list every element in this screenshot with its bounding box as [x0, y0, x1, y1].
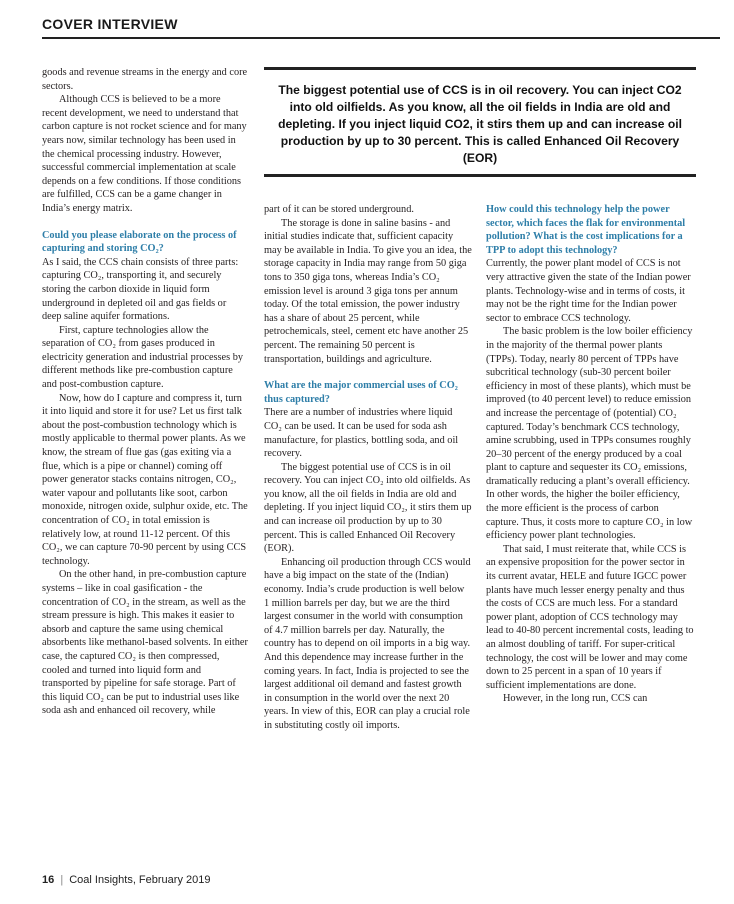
paragraph: Enhancing oil production through CCS would have a big impact on the state of the (Indian) economy. India’s crude production is well below 1 million barrels per day, but we are the third largest consumer in the world with consumption of 4.7 million barrels per day. Naturally, the country has to depend on oil imports in a big way. And this dependence may increase further in the coming years. In fact, India is projected to see the largest additional oil demand and fastest growth in consumption in the world over the next 20 years. In view of this, EOR can play a crucial role in substituting costly oil imports. — [264, 556, 471, 731]
paragraph: On the other hand, in pre-combustion capture systems – like in coal gasification - the concentration of CO₂ in the stream, as well as the stream pressure is high. This makes it easier to absorb and capture the same using chemical absorbents like methanol-based solvents. In either case, the captured CO₂ is then compressed, cooled and turned into liquid form and transported by pipeline for safe storage. Part of this liquid CO₂ can be put to industrial uses like soda ash and enhanced oil recovery, while — [42, 569, 248, 717]
paragraph: There are a number of industries where liquid CO₂ can be used. It can be used for soda ash manufacture, for plastics, bottling soda, and oil recovery. — [264, 407, 459, 460]
header-divider — [42, 37, 720, 39]
publication-name: Coal Insights, February 2019 — [69, 874, 211, 886]
paragraph: Although CCS is believed to be a more recent development, we need to understand that carbon capture is not rocket science and for many years now, similar technology has been used in the chemical processing industry. However, successful commercial implementation at scale depends on a few conditions. If those conditions are fulfilled, CCS can be a game changer in India’s energy matrix. — [42, 94, 247, 214]
column-3 — [486, 203, 694, 706]
interview-question: What are the major commercial uses of CO₂ thus captured? — [264, 380, 458, 405]
paragraph: Currently, the power plant model of CCS is not very attractive given the state of the Indian power plants. Technology-wise and in terms of costs, it may not be the right time for the Indian power sector to embrace CCS technology. — [486, 258, 691, 324]
paragraph: As I said, the CCS chain consists of three parts: capturing CO₂, transporting it, and securely storing the carbon dioxide in liquid form underground in depleted oil and gas fields or deep saline aquifer formations. — [42, 256, 239, 323]
page-footer — [42, 874, 210, 886]
paragraph: The biggest potential use of CCS is in oil recovery. You can inject CO₂ into old oilfields. As you know, all the oil fields in India are old and depleting. If you inject liquid CO₂, it stirs them up and can increase oil production by up to 30 percent. This is called Enhanced Oil Recovery (EOR). — [264, 461, 472, 555]
section-title: COVER INTERVIEW — [42, 16, 178, 32]
paragraph: goods and revenue streams in the energy and core sectors. — [42, 67, 248, 92]
paragraph: However, in the long run, CCS can — [503, 693, 648, 705]
paragraph: part of it can be stored underground. — [264, 204, 414, 215]
pull-quote-text: The biggest potential use of CCS is in oil recovery. You can inject CO2 into old oilfields. As you know, all the oil fields in India are old and depleting. If you inject liquid CO2, it stirs them up and can increase oil production by up to 30 percent. This is called Enhanced Oil Recovery (EOR) — [278, 83, 682, 165]
pull-quote — [264, 67, 696, 177]
page-number: 16 — [42, 874, 55, 886]
paragraph: That said, I must reiterate that, while CCS is an expensive proposition for the power sector in its current avatar, HELE and future IGCC power plants have much lesser energy penalty and thus the costs of CCS are much less. For a standard power plant, adoption of CCS technology may lead to 40-80 percent incremental costs, leading to an almost doubling of tariff. For super-critical technology, the cost will be lower and may come down to 25 percent in a span of 10 years if sufficient implementations are done. — [486, 543, 694, 691]
paragraph: The basic problem is the low boiler efficiency in the majority of the thermal power plants (TPPs). Today, nearly 80 percent of TPPs have subcritical technology (sub-30 percent boiler efficiency in most of these plants), which must be improved (to 40 percent level) to reduce emission and increase the percentage of (potential) CO₂ captured. Today’s benchmark CCS technology, amine scrubbing, used in TPPs consumes roughly 20–30 percent of the energy produced by a coal plant to capture and sequester its CO₂ emissions, dramatically reducing a plant’s overall efficiency. In other words, the higher the boiler efficiency, the more efficient is the process of carbon capture. Thus, it costs more to capture CO₂ in low efficiency power plant technologies. — [486, 326, 693, 542]
paragraph: Now, how do I capture and compress it, turn it into liquid and store it for use? Let us first talk about the post-combustion technology which is mostly applicable to thermal power plants. As we know, the stream of flue gas (gas exiting via a flue, which is a pipe or channel) coming off power generator stacks contains nitrogen, CO₂, water vapour and pollutants like soot, carbon monoxide, nitrogen oxide, sulphur oxide, etc. The concentration of CO₂ in total emission is relatively low, at round 11-12 percent. Of this CO₂, we can capture 70-90 percent by using CCS technology. — [42, 392, 248, 567]
paragraph: First, capture technologies allow the separation of CO₂ from gases produced in electricity generation and industrial processes by different methods like pre-combustion capture and post-combustion capture. — [42, 324, 244, 391]
interview-question: How could this technology help the power sector, which faces the flak for environmental pollution? What is the cost implications for a TPP to adopt this technology? — [486, 204, 686, 256]
column-1 — [42, 66, 248, 718]
paragraph: The storage is done in saline basins - and initial studies indicate that, sufficient capacity may be available in India. To give you an idea, the storage capacity in India may range from 50 giga tons to 350 giga tons, whereas India’s CO₂ emission level is around 3 giga tons per annum today. Of the total emission, the power industry has a share of about 25 percent, while petrochemicals, steel, cement etc have another 25 percent. The remaining 50 percent is transportation, buildings and agriculture. — [264, 217, 472, 365]
footer-separator: | — [60, 874, 64, 886]
column-2 — [264, 203, 472, 733]
interview-question: Could you please elaborate on the process of capturing and storing CO₂? — [42, 229, 237, 255]
